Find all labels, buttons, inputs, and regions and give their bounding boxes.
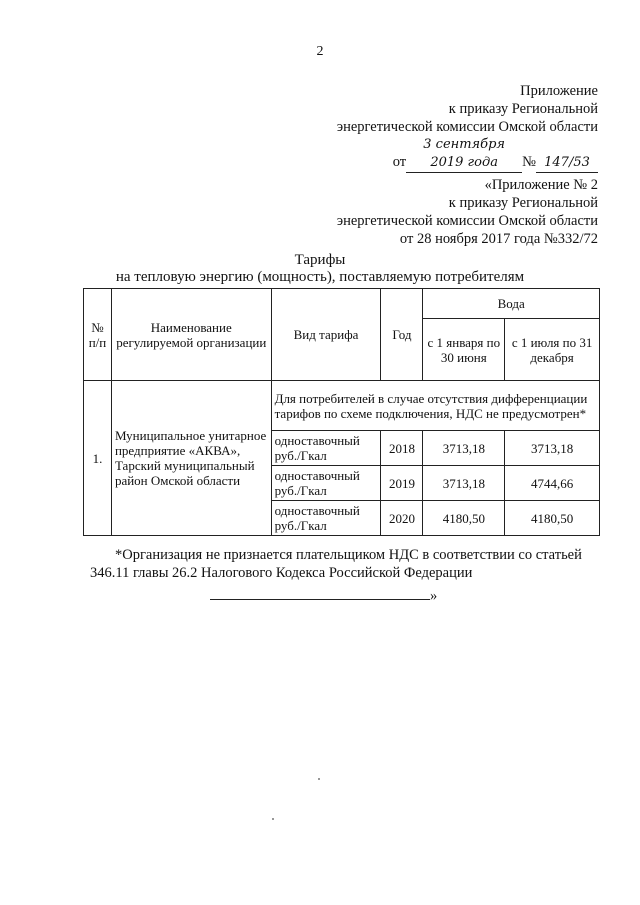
handwritten-number: 147/53: [536, 154, 598, 173]
title-line-2: на тепловую энергию (мощность), поставляемую потребителям: [115, 269, 525, 285]
header-period-2: с 1 июля по 31 декабря: [505, 319, 600, 381]
tariff-value-h1: 4180,50: [423, 501, 505, 536]
scan-speck: [318, 778, 320, 780]
number-prefix: №: [522, 154, 536, 170]
appendix-date-line: [337, 136, 598, 173]
tariff-type-cell: одноставочный руб./Гкал: [271, 431, 381, 466]
row-number: 1.: [84, 381, 112, 536]
header-year: Год: [381, 289, 423, 381]
appendix-line-2: к приказу Региональной: [448, 101, 598, 117]
scan-speck: [272, 818, 274, 820]
header-organization: Наименование регулируемой организации: [111, 289, 271, 381]
quoted-appendix-line-2: к приказу Региональной: [448, 195, 598, 211]
tariffs-table: [83, 288, 600, 536]
date-prefix: от: [392, 154, 407, 170]
appendix-header: [337, 82, 598, 173]
tariff-value-h2: 4180,50: [505, 501, 600, 536]
year-cell: 2020: [381, 501, 423, 536]
tariff-type-cell: одноставочный руб./Гкал: [271, 466, 381, 501]
appendix-line-3: энергетической комиссии Омской области: [336, 119, 598, 135]
table-row: [84, 381, 600, 431]
tariff-value-h2: 3713,18: [505, 431, 600, 466]
signature-rule: [210, 585, 430, 600]
year-cell: 2018: [381, 431, 423, 466]
tariff-value-h1: 3713,18: [423, 431, 505, 466]
closing-line: [210, 585, 437, 605]
quoted-appendix-line-4: от 28 ноября 2017 года №332/72: [399, 231, 598, 247]
tariff-value-h2: 4744,66: [505, 466, 600, 501]
appendix-line-1: Приложение: [520, 83, 598, 99]
header-tariff-type: Вид тарифа: [271, 289, 381, 381]
handwritten-date: 3 сентября 2019 года: [406, 136, 522, 173]
closing-quote: »: [430, 588, 438, 604]
organization-name: Муниципальное унитарное предприятие «АКВА», Тарский муниципальный район Омской области: [111, 381, 271, 536]
quoted-appendix-line-1: «Приложение № 2: [484, 177, 598, 193]
year-cell: 2019: [381, 466, 423, 501]
tariff-value-h1: 3713,18: [423, 466, 505, 501]
header-period-1: с 1 января по 30 июня: [423, 319, 505, 381]
page-number: 2: [316, 44, 324, 59]
table-header-row: [84, 289, 600, 319]
quoted-appendix-header: [337, 176, 598, 248]
document-title: [0, 252, 640, 286]
tariff-condition: Для потребителей в случае отсутствия дифференциации тарифов по схеме подключения, НДС не предусмотрен*: [271, 381, 599, 431]
footnote: *Организация не признается плательщиком НДС в соответствии со статьей 346.11 главы 26.2 Налогового Кодекса Российской Федерации: [90, 547, 582, 581]
title-line-1: Тарифы: [294, 252, 346, 268]
tariff-type-cell: одноставочный руб./Гкал: [271, 501, 381, 536]
quoted-appendix-line-3: энергетической комиссии Омской области: [336, 213, 598, 229]
header-number: № п/п: [84, 289, 112, 381]
header-water: Вода: [423, 289, 600, 319]
